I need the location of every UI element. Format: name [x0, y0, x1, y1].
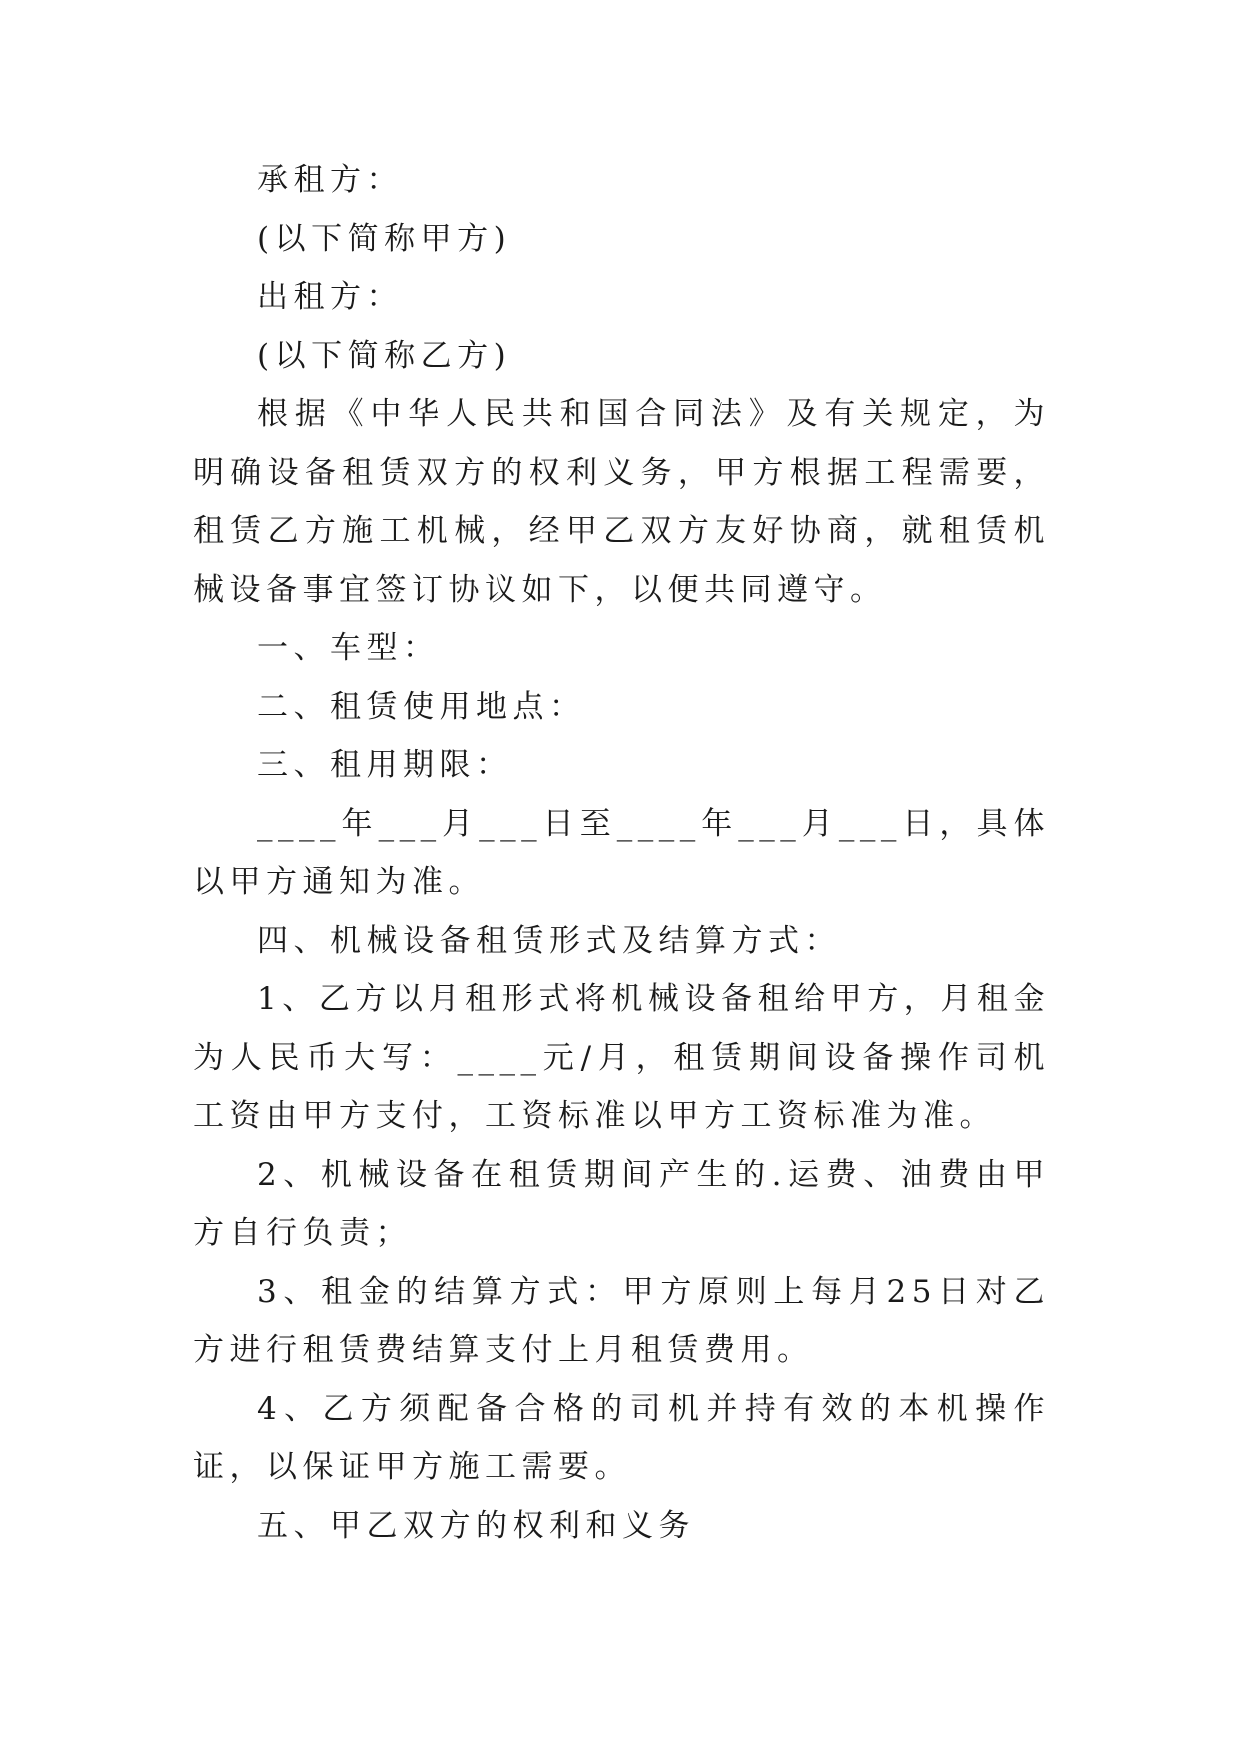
- clause-3: 3、租金的结算方式：甲方原则上每月25日对乙方进行租赁费结算支付上月租赁费用。: [193, 1273, 1050, 1368]
- document-body: [193, 151, 1050, 1555]
- lessor-alias: (以下简称乙方): [257, 337, 512, 374]
- clause-1: 1、乙方以月租形式将机械设备租给甲方，月租金为人民币大写：____元/月，租赁期间设备操作司机工资由甲方支付，工资标准以甲方工资标准为准。: [193, 981, 1050, 1134]
- section-rights-heading: 五、甲乙双方的权利和义务: [257, 1507, 695, 1544]
- section-term-heading: 三、租用期限：: [257, 747, 513, 783]
- section-location: 二、租赁使用地点：: [257, 688, 586, 725]
- clause-2: 2、机械设备在租赁期间产生的.运费、油费由甲方自行负责；: [193, 1156, 1050, 1251]
- clause-4: 4、乙方须配备合格的司机并持有效的本机操作证，以保证甲方施工需要。: [193, 1390, 1050, 1485]
- section-term-text: ____年___月___日至____年___月___日，具体以甲方通知为准。: [193, 805, 1050, 900]
- lessor-label: 出租方：: [257, 279, 403, 315]
- preamble-paragraph: 根据《中华人民共和国合同法》及有关规定，为明确设备租赁双方的权利义务，甲方根据工程需要，租赁乙方施工机械，经甲乙双方友好协商，就租赁机械设备事宜签订协议如下，以便共同遵守。: [193, 396, 1050, 608]
- lessee-label: 承租方：: [257, 162, 403, 198]
- lessee-alias: (以下简称甲方): [257, 220, 512, 257]
- section-settlement-heading: 四、机械设备租赁形式及结算方式：: [257, 922, 841, 959]
- section-vehicle-type: 一、车型：: [257, 630, 440, 666]
